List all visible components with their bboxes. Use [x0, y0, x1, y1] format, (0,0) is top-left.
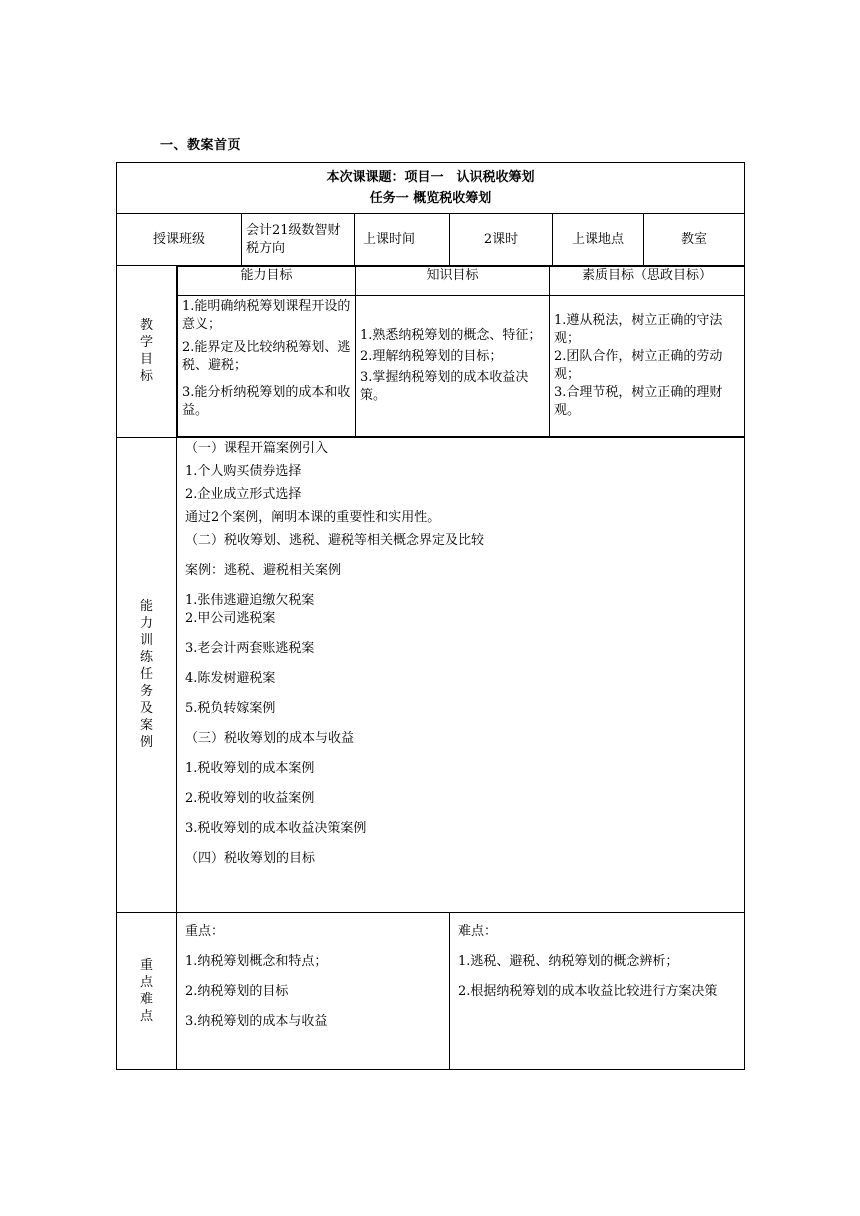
- task-line: （三）税收筹划的成本与收益: [185, 731, 355, 746]
- quality-objectives: [550, 296, 745, 437]
- knowledge-objectives: [356, 296, 550, 437]
- list-item: 2.团队合作，树立正确的劳动观；: [554, 349, 723, 382]
- list-item: 3.掌握纳税筹划的成本收益决策。: [360, 370, 529, 403]
- list-item: 3.合理节税，树立正确的理财观。: [554, 385, 723, 418]
- task-line: 2.税收筹划的收益案例: [185, 791, 315, 806]
- focus-points: [177, 913, 450, 1070]
- class-value: 会计21级数智财税方向: [242, 214, 355, 266]
- key-points-row: [117, 913, 745, 1070]
- topic-line-1: 本次课课题：项目一 认识税收筹划: [326, 170, 535, 185]
- list-item: 2.根据纳税筹划的成本收益比较进行方案决策: [458, 984, 718, 999]
- time-label: 上课时间: [355, 214, 450, 266]
- list-item: 1.纳税筹划概念和特点；: [185, 954, 328, 969]
- list-item: 1.逃税、避税、纳税筹划的概念辨析；: [458, 954, 679, 969]
- objectives-grid: [177, 266, 745, 438]
- difficult-points: [450, 913, 745, 1070]
- place-value: 教室: [644, 214, 745, 266]
- task-line: （二）税收筹划、逃税、避税等相关概念界定及比较: [185, 533, 485, 548]
- list-item: 3.能分析纳税筹划的成本和收益。: [182, 385, 351, 418]
- topic-line-2: 任务一 概览税收筹划: [369, 191, 492, 206]
- list-item: 1.熟悉纳税筹划的概念、特征；: [360, 328, 542, 343]
- task-line: （一）课程开篇案例引入: [185, 441, 329, 456]
- focus-title: 重点：: [185, 924, 225, 939]
- task-line: 1.税收筹划的成本案例: [185, 761, 315, 776]
- list-item: 2.纳税筹划的目标: [185, 984, 289, 999]
- task-line: 1.张伟逃避追缴欠税案: [185, 593, 315, 608]
- info-row: [117, 214, 745, 266]
- list-item: 2.能界定及比较纳税筹划、逃税、避税；: [182, 340, 351, 373]
- task-line: 1.个人购买债券选择: [185, 464, 302, 479]
- lesson-plan-table: [116, 162, 745, 1070]
- knowledge-header: 知识目标: [356, 267, 550, 296]
- task-line: 通过2个案例，阐明本课的重要性和实用性。: [185, 510, 441, 525]
- objectives-row: [117, 266, 745, 438]
- task-line: 2.甲公司逃税案: [185, 611, 276, 626]
- key-points-label: 重点难点: [117, 913, 177, 1070]
- time-value: 2课时: [450, 214, 553, 266]
- ability-header: 能力目标: [178, 267, 356, 296]
- ability-objectives: [178, 296, 356, 437]
- list-item: 2.理解纳税筹划的目标；: [360, 349, 503, 364]
- topic-header: [117, 163, 745, 214]
- quality-header: 素质目标（思政目标）: [550, 267, 745, 296]
- task-line: 3.老会计两套账逃税案: [185, 641, 315, 656]
- place-label: 上课地点: [553, 214, 644, 266]
- task-line: 案例：逃税、避税相关案例: [185, 563, 342, 578]
- list-item: 3.纳税筹划的成本与收益: [185, 1014, 328, 1029]
- tasks-label: 能力训练任务及案例: [117, 438, 177, 913]
- task-line: 3.税收筹划的成本收益决策案例: [185, 821, 367, 836]
- task-line: （四）税收筹划的目标: [185, 851, 316, 866]
- task-line: 2.企业成立形式选择: [185, 487, 302, 502]
- tasks-row: [117, 438, 745, 913]
- list-item: 1.遵从税法，树立正确的守法观；: [554, 313, 723, 346]
- class-label: 授课班级: [117, 214, 242, 266]
- page-heading: 一、教案首页: [160, 138, 242, 153]
- objectives-label: 教学目标: [117, 266, 177, 438]
- task-line: 5.税负转嫁案例: [185, 701, 276, 716]
- list-item: 1.能明确纳税筹划课程开设的意义；: [182, 299, 351, 332]
- difficulty-title: 难点：: [458, 924, 498, 939]
- task-line: 4.陈发树避税案: [185, 671, 276, 686]
- tasks-content: [177, 438, 745, 913]
